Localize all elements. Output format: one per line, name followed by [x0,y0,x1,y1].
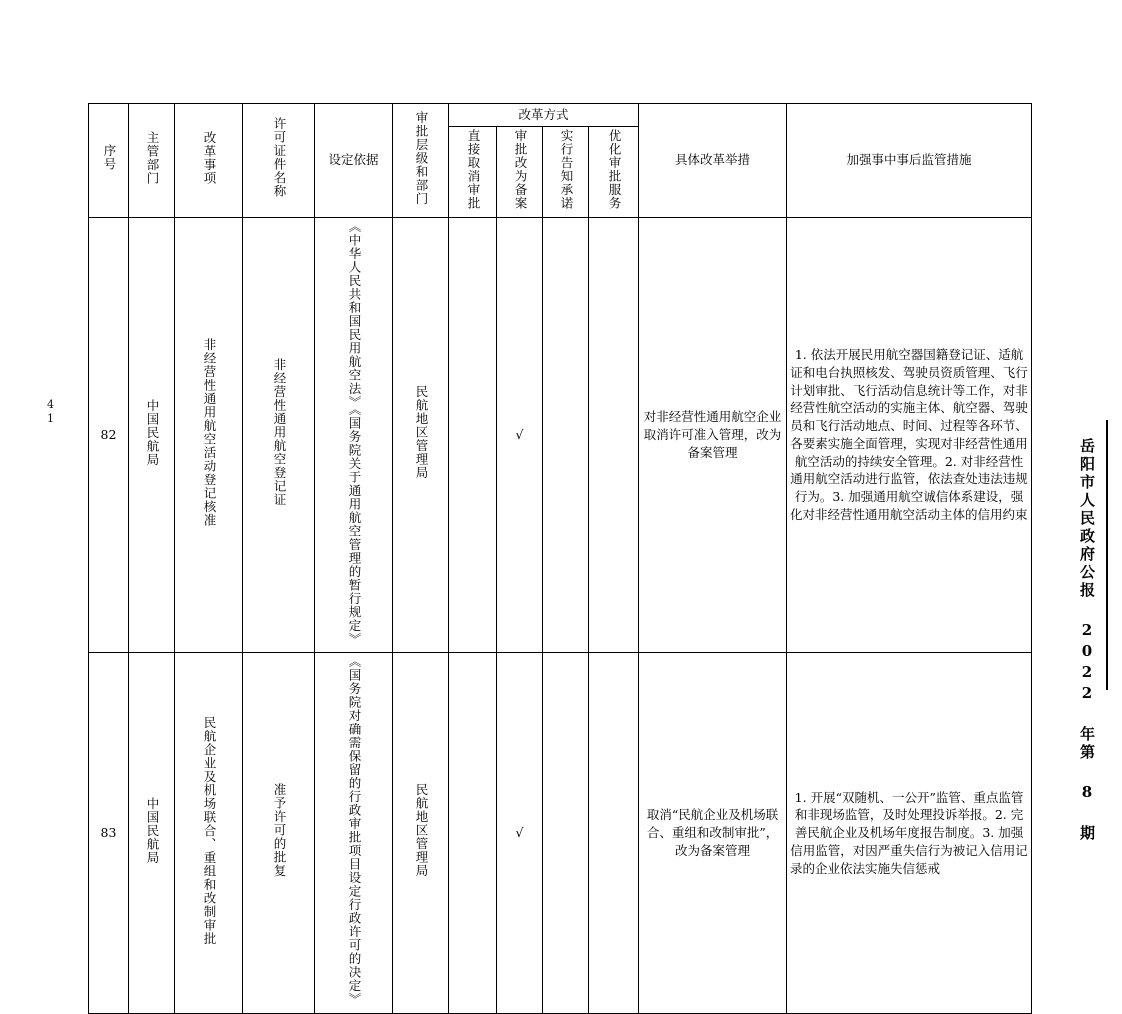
header-basis: 设定依据 [315,104,393,218]
cell-dept: 中国民航局 [129,217,175,653]
page-number: 41 [44,398,57,426]
cell-mode-commit [543,217,589,653]
header-mode-record: 审批改为备案 [497,126,543,217]
cell-supervision: 1. 开展“双随机、一公开”监管、重点监管和非现场监管，及时处理投诉举报。2. 完善民航企业及机场年度报告制度。3. 加强信用监管，对因严重失信行为被记入信用记录的企业依法实施失信惩戒 [787,653,1032,1014]
header-reform-mode: 改革方式 [449,104,639,127]
cell-reform-item: 民航企业及机场联合、重组和改制审批 [175,653,243,1014]
cell-reform-item: 非经营性通用航空活动登记核准 [175,217,243,653]
header-measures: 具体改革举措 [639,104,787,218]
header-mode-cancel: 直接取消审批 [449,126,497,217]
cell-mode-optimize [589,653,639,1014]
header-mode-optimize: 优化审批服务 [589,126,639,217]
running-head: 岳阳市人民政府公报 2022 年第 8 期 [1078,438,1096,843]
header-approval-level: 审批层级和部门 [393,104,449,218]
cell-dept: 中国民航局 [129,653,175,1014]
cell-license-name: 非经营性通用航空登记证 [243,217,315,653]
cell-mode-cancel [449,653,497,1014]
cell-measures: 取消“民航企业及机场联合、重组和改制审批”，改为备案管理 [639,653,787,1014]
header-reform-item: 改革事项 [175,104,243,218]
cell-approval-level: 民航地区管理局 [393,653,449,1014]
cell-basis: 《国务院对确需保留的行政审批项目设定行政许可的决定》 [315,653,393,1014]
header-license-name: 许可证件名称 [243,104,315,218]
cell-mode-commit [543,653,589,1014]
table-header-row-1 [89,104,1032,127]
table-row [89,217,1032,653]
cell-supervision: 1. 依法开展民用航空器国籍登记证、适航证和电台执照核发、驾驶员资质管理、飞行计划审批、飞行活动信息统计等工作，对非经营性航空活动的实施主体、航空器、驾驶员和飞行活动地点、时间、过程等各环节、各要素实施全面管理，实现对非经营性通用航空活动的持续安全管理。2. 对非经营性通用航空活动进行监管，依法查处违法违规行为。3. 加强通用航空诚信体系建设，强化对非经营性通用航空活动主体的信用约束 [787,217,1032,653]
header-mode-commit: 实行告知承诺 [543,126,589,217]
table-row [89,653,1032,1014]
vertical-rule [1106,420,1108,690]
reform-items-table [88,103,1032,1014]
cell-mode-record: √ [497,653,543,1014]
cell-license-name: 准予许可的批复 [243,653,315,1014]
cell-basis: 《中华人民共和国民用航空法》《国务院关于通用航空管理的暂行规定》 [315,217,393,653]
cell-measures: 对非经营性通用航空企业取消许可准入管理，改为备案管理 [639,217,787,653]
cell-approval-level: 民航地区管理局 [393,217,449,653]
header-seq: 序号 [89,104,129,218]
cell-seq: 83 [89,653,129,1014]
header-supervision: 加强事中事后监管措施 [787,104,1032,218]
cell-mode-cancel [449,217,497,653]
header-dept: 主管部门 [129,104,175,218]
cell-mode-optimize [589,217,639,653]
cell-mode-record: √ [497,217,543,653]
cell-seq: 82 [89,217,129,653]
